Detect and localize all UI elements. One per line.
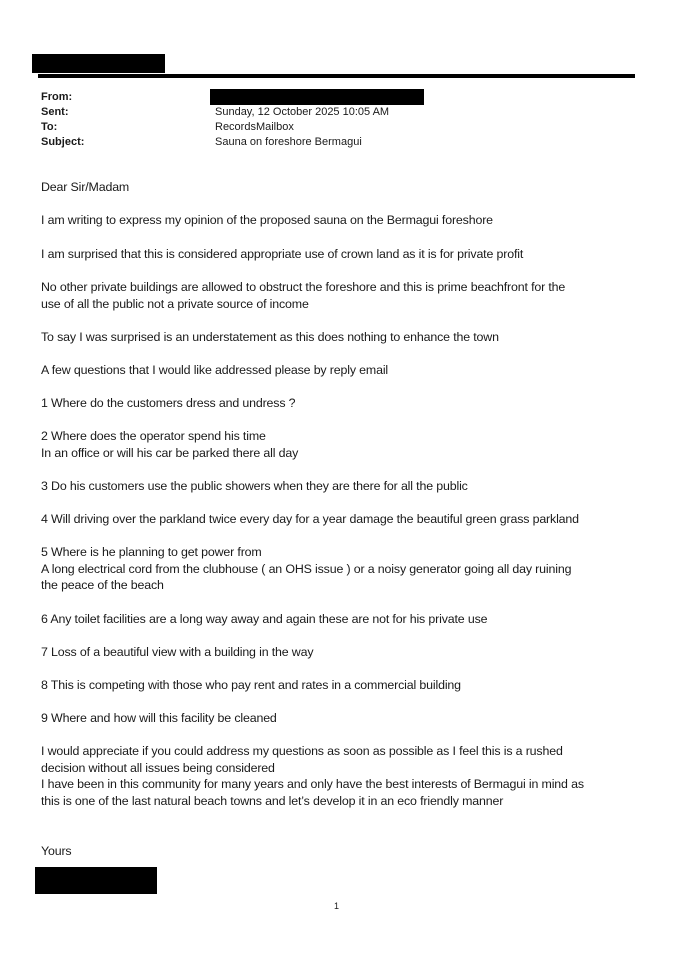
signoff: Yours xyxy=(41,844,72,858)
paragraph-1: I am writing to express my opinion of the proposed sauna on the Bermagui foreshore xyxy=(41,213,493,227)
question-4: 4 Will driving over the parkland twice every day for a year damage the beautiful green grass parkland xyxy=(41,512,579,526)
header-rule xyxy=(38,74,635,78)
subject-value: Sauna on foreshore Bermagui xyxy=(215,136,362,148)
paragraph-3-line: use of all the public not a private source of income xyxy=(41,296,309,311)
sent-value: Sunday, 12 October 2025 10:05 AM xyxy=(215,106,390,118)
to-value: RecordsMailbox xyxy=(215,121,294,133)
closing-line: I would appreciate if you could address my questions as soon as possible as I feel this is a rushed xyxy=(41,744,563,758)
question-7: 7 Loss of a beautiful view with a building in the way xyxy=(41,645,314,659)
question-6: 6 Any toilet facilities are a long way away and again these are not for his private use xyxy=(41,612,488,626)
subject-label: Subject: xyxy=(41,136,85,148)
sent-label: Sent: xyxy=(41,106,69,118)
question-2-line: 2 Where does the operator spend his time xyxy=(41,429,266,443)
closing-paragraph xyxy=(41,743,584,809)
question-2 xyxy=(41,428,298,461)
redacted-sender-name xyxy=(32,54,165,73)
paragraph-3-line: No other private buildings are allowed to obstruct the foreshore and this is prime beachfront for the xyxy=(41,280,566,294)
closing-line: I have been in this community for many years and only have the best interests of Bermagui in mind as xyxy=(41,777,584,791)
question-9: 9 Where and how will this facility be cleaned xyxy=(41,711,277,725)
paragraph-4: To say I was surprised is an understatement as this does nothing to enhance the town xyxy=(41,330,499,344)
page-number: 1 xyxy=(334,901,340,911)
from-label: From: xyxy=(41,91,73,103)
paragraph-5: A few questions that I would like addressed please by reply email xyxy=(41,363,389,377)
question-3: 3 Do his customers use the public showers when they are there for all the public xyxy=(41,479,468,493)
paragraph-3 xyxy=(41,279,565,312)
redacted-signature xyxy=(35,867,157,894)
question-8: 8 This is competing with those who pay rent and rates in a commercial building xyxy=(41,678,461,692)
question-5-line: 5 Where is he planning to get power from xyxy=(41,545,262,559)
to-label: To: xyxy=(41,121,58,133)
question-5-line: the peace of the beach xyxy=(41,578,164,592)
question-5-line: A long electrical cord from the clubhouse ( an OHS issue ) or a noisy generator going all day ruining xyxy=(41,561,572,576)
question-1: 1 Where do the customers dress and undress ? xyxy=(41,396,296,410)
closing-line: decision without all issues being considered xyxy=(41,760,275,775)
paragraph-2: I am surprised that this is considered appropriate use of crown land as it is for private profit xyxy=(41,247,524,261)
redacted-from-address xyxy=(210,89,424,105)
question-5 xyxy=(41,544,571,594)
question-2-line: In an office or will his car be parked there all day xyxy=(41,445,299,460)
closing-line: this is one of the last natural beach towns and let’s develop it in an eco friendly manner xyxy=(41,793,504,808)
salutation: Dear Sir/Madam xyxy=(41,180,130,194)
